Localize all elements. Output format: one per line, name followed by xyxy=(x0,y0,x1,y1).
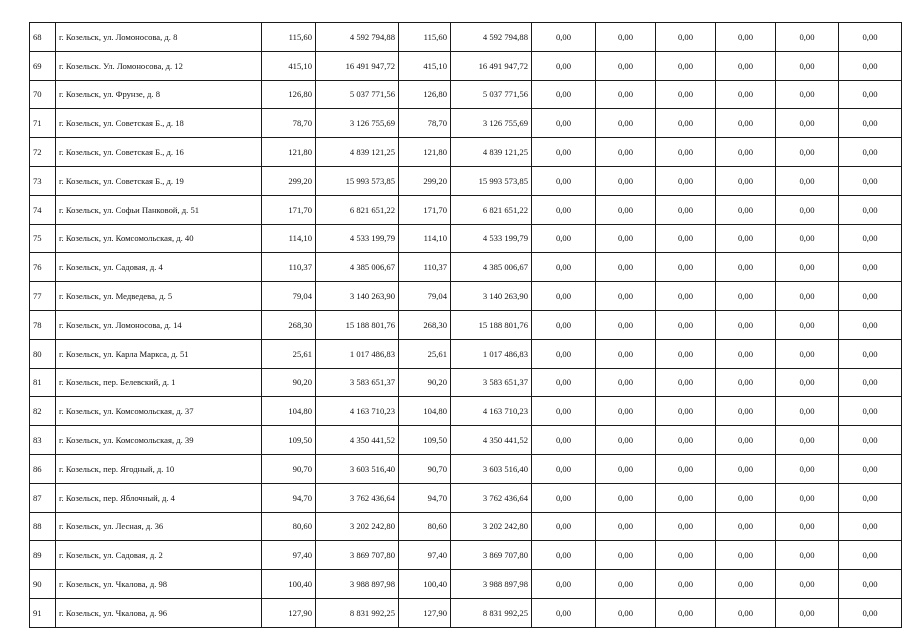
zero-value-cell: 0,00 xyxy=(839,310,902,339)
cost-repeat-cell: 3 762 436,64 xyxy=(451,483,532,512)
cost-cell: 1 017 486,83 xyxy=(316,339,399,368)
zero-value-cell: 0,00 xyxy=(656,339,716,368)
cost-repeat-cell: 5 037 771,56 xyxy=(451,80,532,109)
cost-cell: 3 869 707,80 xyxy=(316,541,399,570)
row-number-cell: 81 xyxy=(30,368,56,397)
table-row xyxy=(30,512,902,541)
zero-value-cell: 0,00 xyxy=(716,483,776,512)
cost-cell: 4 350 441,52 xyxy=(316,426,399,455)
area-cell: 109,50 xyxy=(262,426,316,455)
zero-value-cell: 0,00 xyxy=(839,598,902,627)
area-cell: 115,60 xyxy=(262,23,316,52)
zero-value-cell: 0,00 xyxy=(532,253,596,282)
zero-value-cell: 0,00 xyxy=(776,368,839,397)
zero-value-cell: 0,00 xyxy=(596,224,656,253)
zero-value-cell: 0,00 xyxy=(839,195,902,224)
zero-value-cell: 0,00 xyxy=(532,138,596,167)
area-cell: 114,10 xyxy=(262,224,316,253)
zero-value-cell: 0,00 xyxy=(596,310,656,339)
area-repeat-cell: 171,70 xyxy=(399,195,451,224)
table-row xyxy=(30,253,902,282)
area-repeat-cell: 115,60 xyxy=(399,23,451,52)
address-cell: г. Козельск. Ул. Ломоносова, д. 12 xyxy=(56,51,262,80)
address-cell: г. Козельск, ул. Фрунзе, д. 8 xyxy=(56,80,262,109)
zero-value-cell: 0,00 xyxy=(532,166,596,195)
address-cell: г. Козельск, ул. Чкалова, д. 96 xyxy=(56,598,262,627)
zero-value-cell: 0,00 xyxy=(596,51,656,80)
cost-cell: 15 188 801,76 xyxy=(316,310,399,339)
address-cell: г. Козельск, ул. Ломоносова, д. 8 xyxy=(56,23,262,52)
zero-value-cell: 0,00 xyxy=(532,454,596,483)
zero-value-cell: 0,00 xyxy=(716,570,776,599)
zero-value-cell: 0,00 xyxy=(532,598,596,627)
area-cell: 415,10 xyxy=(262,51,316,80)
zero-value-cell: 0,00 xyxy=(532,339,596,368)
zero-value-cell: 0,00 xyxy=(776,598,839,627)
area-repeat-cell: 79,04 xyxy=(399,282,451,311)
zero-value-cell: 0,00 xyxy=(532,368,596,397)
cost-repeat-cell: 3 988 897,98 xyxy=(451,570,532,599)
zero-value-cell: 0,00 xyxy=(776,80,839,109)
cost-cell: 4 592 794,88 xyxy=(316,23,399,52)
zero-value-cell: 0,00 xyxy=(776,339,839,368)
table-row xyxy=(30,570,902,599)
zero-value-cell: 0,00 xyxy=(776,224,839,253)
zero-value-cell: 0,00 xyxy=(596,570,656,599)
zero-value-cell: 0,00 xyxy=(532,23,596,52)
area-repeat-cell: 268,30 xyxy=(399,310,451,339)
zero-value-cell: 0,00 xyxy=(716,598,776,627)
area-cell: 268,30 xyxy=(262,310,316,339)
area-repeat-cell: 126,80 xyxy=(399,80,451,109)
address-cell: г. Козельск, ул. Комсомольская, д. 37 xyxy=(56,397,262,426)
zero-value-cell: 0,00 xyxy=(716,253,776,282)
zero-value-cell: 0,00 xyxy=(839,512,902,541)
table-row xyxy=(30,397,902,426)
zero-value-cell: 0,00 xyxy=(839,541,902,570)
area-cell: 80,60 xyxy=(262,512,316,541)
row-number-cell: 68 xyxy=(30,23,56,52)
cost-repeat-cell: 4 592 794,88 xyxy=(451,23,532,52)
zero-value-cell: 0,00 xyxy=(656,426,716,455)
area-repeat-cell: 25,61 xyxy=(399,339,451,368)
cost-cell: 3 202 242,80 xyxy=(316,512,399,541)
zero-value-cell: 0,00 xyxy=(596,339,656,368)
zero-value-cell: 0,00 xyxy=(839,282,902,311)
zero-value-cell: 0,00 xyxy=(596,598,656,627)
area-cell: 127,90 xyxy=(262,598,316,627)
zero-value-cell: 0,00 xyxy=(656,598,716,627)
area-cell: 25,61 xyxy=(262,339,316,368)
cost-repeat-cell: 8 831 992,25 xyxy=(451,598,532,627)
address-cell: г. Козельск, ул. Советская Б., д. 19 xyxy=(56,166,262,195)
cost-repeat-cell: 4 533 199,79 xyxy=(451,224,532,253)
row-number-cell: 86 xyxy=(30,454,56,483)
row-number-cell: 82 xyxy=(30,397,56,426)
zero-value-cell: 0,00 xyxy=(776,426,839,455)
address-cell: г. Козельск, ул. Советская Б., д. 18 xyxy=(56,109,262,138)
table-row xyxy=(30,138,902,167)
zero-value-cell: 0,00 xyxy=(596,541,656,570)
zero-value-cell: 0,00 xyxy=(839,138,902,167)
zero-value-cell: 0,00 xyxy=(776,51,839,80)
cost-repeat-cell: 3 202 242,80 xyxy=(451,512,532,541)
cost-cell: 6 821 651,22 xyxy=(316,195,399,224)
row-number-cell: 80 xyxy=(30,339,56,368)
zero-value-cell: 0,00 xyxy=(532,80,596,109)
zero-value-cell: 0,00 xyxy=(776,23,839,52)
zero-value-cell: 0,00 xyxy=(776,541,839,570)
zero-value-cell: 0,00 xyxy=(532,570,596,599)
zero-value-cell: 0,00 xyxy=(532,426,596,455)
cost-repeat-cell: 4 385 006,67 xyxy=(451,253,532,282)
table-row xyxy=(30,454,902,483)
zero-value-cell: 0,00 xyxy=(776,195,839,224)
zero-value-cell: 0,00 xyxy=(596,253,656,282)
zero-value-cell: 0,00 xyxy=(839,570,902,599)
area-cell: 299,20 xyxy=(262,166,316,195)
zero-value-cell: 0,00 xyxy=(716,224,776,253)
area-repeat-cell: 415,10 xyxy=(399,51,451,80)
area-cell: 110,37 xyxy=(262,253,316,282)
cost-repeat-cell: 6 821 651,22 xyxy=(451,195,532,224)
address-cell: г. Козельск, ул. Карла Маркса, д. 51 xyxy=(56,339,262,368)
cost-cell: 3 583 651,37 xyxy=(316,368,399,397)
zero-value-cell: 0,00 xyxy=(532,397,596,426)
row-number-cell: 73 xyxy=(30,166,56,195)
zero-value-cell: 0,00 xyxy=(716,109,776,138)
zero-value-cell: 0,00 xyxy=(716,541,776,570)
zero-value-cell: 0,00 xyxy=(839,51,902,80)
document-page xyxy=(29,22,901,628)
cost-repeat-cell: 3 140 263,90 xyxy=(451,282,532,311)
table-row xyxy=(30,598,902,627)
zero-value-cell: 0,00 xyxy=(656,80,716,109)
row-number-cell: 77 xyxy=(30,282,56,311)
cost-cell: 15 993 573,85 xyxy=(316,166,399,195)
area-cell: 100,40 xyxy=(262,570,316,599)
row-number-cell: 87 xyxy=(30,483,56,512)
cost-repeat-cell: 15 188 801,76 xyxy=(451,310,532,339)
area-cell: 78,70 xyxy=(262,109,316,138)
table-row xyxy=(30,23,902,52)
area-cell: 97,40 xyxy=(262,541,316,570)
address-cell: г. Козельск, ул. Садовая, д. 4 xyxy=(56,253,262,282)
zero-value-cell: 0,00 xyxy=(596,397,656,426)
zero-value-cell: 0,00 xyxy=(839,224,902,253)
area-cell: 94,70 xyxy=(262,483,316,512)
zero-value-cell: 0,00 xyxy=(656,109,716,138)
table-row xyxy=(30,109,902,138)
zero-value-cell: 0,00 xyxy=(716,80,776,109)
zero-value-cell: 0,00 xyxy=(839,368,902,397)
row-number-cell: 75 xyxy=(30,224,56,253)
zero-value-cell: 0,00 xyxy=(716,23,776,52)
row-number-cell: 91 xyxy=(30,598,56,627)
area-repeat-cell: 97,40 xyxy=(399,541,451,570)
table-row xyxy=(30,80,902,109)
row-number-cell: 89 xyxy=(30,541,56,570)
area-repeat-cell: 110,37 xyxy=(399,253,451,282)
zero-value-cell: 0,00 xyxy=(656,138,716,167)
zero-value-cell: 0,00 xyxy=(656,282,716,311)
cost-repeat-cell: 15 993 573,85 xyxy=(451,166,532,195)
cost-cell: 4 839 121,25 xyxy=(316,138,399,167)
zero-value-cell: 0,00 xyxy=(716,368,776,397)
zero-value-cell: 0,00 xyxy=(839,483,902,512)
area-repeat-cell: 80,60 xyxy=(399,512,451,541)
zero-value-cell: 0,00 xyxy=(839,454,902,483)
zero-value-cell: 0,00 xyxy=(656,195,716,224)
address-cell: г. Козельск, ул. Чкалова, д. 98 xyxy=(56,570,262,599)
table-row xyxy=(30,195,902,224)
zero-value-cell: 0,00 xyxy=(776,138,839,167)
zero-value-cell: 0,00 xyxy=(776,483,839,512)
zero-value-cell: 0,00 xyxy=(839,339,902,368)
zero-value-cell: 0,00 xyxy=(776,282,839,311)
area-repeat-cell: 100,40 xyxy=(399,570,451,599)
zero-value-cell: 0,00 xyxy=(656,512,716,541)
address-cell: г. Козельск, ул. Медведева, д. 5 xyxy=(56,282,262,311)
address-cell: г. Козельск, ул. Садовая, д. 2 xyxy=(56,541,262,570)
zero-value-cell: 0,00 xyxy=(716,138,776,167)
zero-value-cell: 0,00 xyxy=(716,166,776,195)
row-number-cell: 88 xyxy=(30,512,56,541)
cost-repeat-cell: 3 126 755,69 xyxy=(451,109,532,138)
cost-cell: 4 533 199,79 xyxy=(316,224,399,253)
address-cell: г. Козельск, пер. Белевский, д. 1 xyxy=(56,368,262,397)
table-body xyxy=(30,23,902,628)
zero-value-cell: 0,00 xyxy=(716,282,776,311)
zero-value-cell: 0,00 xyxy=(839,166,902,195)
table-row xyxy=(30,426,902,455)
row-number-cell: 74 xyxy=(30,195,56,224)
zero-value-cell: 0,00 xyxy=(596,454,656,483)
zero-value-cell: 0,00 xyxy=(532,483,596,512)
cost-cell: 3 988 897,98 xyxy=(316,570,399,599)
zero-value-cell: 0,00 xyxy=(839,80,902,109)
area-repeat-cell: 109,50 xyxy=(399,426,451,455)
zero-value-cell: 0,00 xyxy=(532,224,596,253)
table-row xyxy=(30,339,902,368)
area-repeat-cell: 94,70 xyxy=(399,483,451,512)
address-cell: г. Козельск, пер. Ягодный, д. 10 xyxy=(56,454,262,483)
table-row xyxy=(30,282,902,311)
cost-repeat-cell: 4 163 710,23 xyxy=(451,397,532,426)
zero-value-cell: 0,00 xyxy=(596,23,656,52)
area-repeat-cell: 104,80 xyxy=(399,397,451,426)
cost-repeat-cell: 16 491 947,72 xyxy=(451,51,532,80)
zero-value-cell: 0,00 xyxy=(656,23,716,52)
zero-value-cell: 0,00 xyxy=(656,397,716,426)
zero-value-cell: 0,00 xyxy=(596,512,656,541)
cost-cell: 5 037 771,56 xyxy=(316,80,399,109)
row-number-cell: 70 xyxy=(30,80,56,109)
zero-value-cell: 0,00 xyxy=(839,23,902,52)
zero-value-cell: 0,00 xyxy=(656,570,716,599)
area-cell: 171,70 xyxy=(262,195,316,224)
row-number-cell: 76 xyxy=(30,253,56,282)
zero-value-cell: 0,00 xyxy=(532,310,596,339)
cost-cell: 3 603 516,40 xyxy=(316,454,399,483)
zero-value-cell: 0,00 xyxy=(532,109,596,138)
area-repeat-cell: 121,80 xyxy=(399,138,451,167)
zero-value-cell: 0,00 xyxy=(596,282,656,311)
zero-value-cell: 0,00 xyxy=(776,512,839,541)
zero-value-cell: 0,00 xyxy=(776,397,839,426)
address-cell: г. Козельск, пер. Яблочный, д. 4 xyxy=(56,483,262,512)
zero-value-cell: 0,00 xyxy=(596,80,656,109)
zero-value-cell: 0,00 xyxy=(716,51,776,80)
cost-cell: 3 126 755,69 xyxy=(316,109,399,138)
zero-value-cell: 0,00 xyxy=(839,397,902,426)
zero-value-cell: 0,00 xyxy=(716,397,776,426)
table-row xyxy=(30,51,902,80)
cost-cell: 3 140 263,90 xyxy=(316,282,399,311)
zero-value-cell: 0,00 xyxy=(776,454,839,483)
zero-value-cell: 0,00 xyxy=(716,512,776,541)
table-row xyxy=(30,541,902,570)
zero-value-cell: 0,00 xyxy=(716,195,776,224)
row-number-cell: 78 xyxy=(30,310,56,339)
zero-value-cell: 0,00 xyxy=(596,483,656,512)
zero-value-cell: 0,00 xyxy=(656,368,716,397)
area-cell: 121,80 xyxy=(262,138,316,167)
cost-repeat-cell: 1 017 486,83 xyxy=(451,339,532,368)
zero-value-cell: 0,00 xyxy=(656,454,716,483)
cost-repeat-cell: 3 583 651,37 xyxy=(451,368,532,397)
zero-value-cell: 0,00 xyxy=(532,51,596,80)
row-number-cell: 90 xyxy=(30,570,56,599)
cost-cell: 16 491 947,72 xyxy=(316,51,399,80)
cost-repeat-cell: 3 869 707,80 xyxy=(451,541,532,570)
cost-repeat-cell: 3 603 516,40 xyxy=(451,454,532,483)
zero-value-cell: 0,00 xyxy=(532,541,596,570)
zero-value-cell: 0,00 xyxy=(656,541,716,570)
area-cell: 104,80 xyxy=(262,397,316,426)
zero-value-cell: 0,00 xyxy=(776,109,839,138)
zero-value-cell: 0,00 xyxy=(596,166,656,195)
address-cell: г. Козельск, ул. Лесная, д. 36 xyxy=(56,512,262,541)
cost-cell: 3 762 436,64 xyxy=(316,483,399,512)
area-repeat-cell: 90,70 xyxy=(399,454,451,483)
area-repeat-cell: 114,10 xyxy=(399,224,451,253)
area-repeat-cell: 78,70 xyxy=(399,109,451,138)
address-cell: г. Козельск, ул. Советская Б., д. 16 xyxy=(56,138,262,167)
zero-value-cell: 0,00 xyxy=(656,253,716,282)
area-cell: 90,70 xyxy=(262,454,316,483)
table-row xyxy=(30,224,902,253)
zero-value-cell: 0,00 xyxy=(596,195,656,224)
cost-repeat-cell: 4 350 441,52 xyxy=(451,426,532,455)
table-row xyxy=(30,310,902,339)
zero-value-cell: 0,00 xyxy=(776,310,839,339)
row-number-cell: 72 xyxy=(30,138,56,167)
zero-value-cell: 0,00 xyxy=(656,51,716,80)
area-repeat-cell: 127,90 xyxy=(399,598,451,627)
zero-value-cell: 0,00 xyxy=(776,570,839,599)
address-cell: г. Козельск, ул. Комсомольская, д. 40 xyxy=(56,224,262,253)
zero-value-cell: 0,00 xyxy=(716,310,776,339)
zero-value-cell: 0,00 xyxy=(532,512,596,541)
row-number-cell: 71 xyxy=(30,109,56,138)
address-cell: г. Козельск, ул. Комсомольская, д. 39 xyxy=(56,426,262,455)
zero-value-cell: 0,00 xyxy=(776,166,839,195)
zero-value-cell: 0,00 xyxy=(532,195,596,224)
zero-value-cell: 0,00 xyxy=(656,310,716,339)
cost-cell: 4 385 006,67 xyxy=(316,253,399,282)
zero-value-cell: 0,00 xyxy=(596,426,656,455)
zero-value-cell: 0,00 xyxy=(656,483,716,512)
zero-value-cell: 0,00 xyxy=(656,224,716,253)
zero-value-cell: 0,00 xyxy=(656,166,716,195)
row-number-cell: 69 xyxy=(30,51,56,80)
cost-cell: 4 163 710,23 xyxy=(316,397,399,426)
zero-value-cell: 0,00 xyxy=(716,339,776,368)
address-cell: г. Козельск, ул. Ломоносова, д. 14 xyxy=(56,310,262,339)
area-cell: 126,80 xyxy=(262,80,316,109)
zero-value-cell: 0,00 xyxy=(532,282,596,311)
zero-value-cell: 0,00 xyxy=(839,253,902,282)
zero-value-cell: 0,00 xyxy=(596,138,656,167)
area-cell: 79,04 xyxy=(262,282,316,311)
table-row xyxy=(30,166,902,195)
cost-cell: 8 831 992,25 xyxy=(316,598,399,627)
zero-value-cell: 0,00 xyxy=(596,368,656,397)
zero-value-cell: 0,00 xyxy=(839,426,902,455)
area-cell: 90,20 xyxy=(262,368,316,397)
zero-value-cell: 0,00 xyxy=(716,426,776,455)
zero-value-cell: 0,00 xyxy=(776,253,839,282)
table-row xyxy=(30,483,902,512)
table-row xyxy=(30,368,902,397)
row-number-cell: 83 xyxy=(30,426,56,455)
zero-value-cell: 0,00 xyxy=(716,454,776,483)
address-table xyxy=(29,22,902,628)
zero-value-cell: 0,00 xyxy=(839,109,902,138)
area-repeat-cell: 90,20 xyxy=(399,368,451,397)
address-cell: г. Козельск, ул. Софьи Панковой, д. 51 xyxy=(56,195,262,224)
area-repeat-cell: 299,20 xyxy=(399,166,451,195)
zero-value-cell: 0,00 xyxy=(596,109,656,138)
cost-repeat-cell: 4 839 121,25 xyxy=(451,138,532,167)
